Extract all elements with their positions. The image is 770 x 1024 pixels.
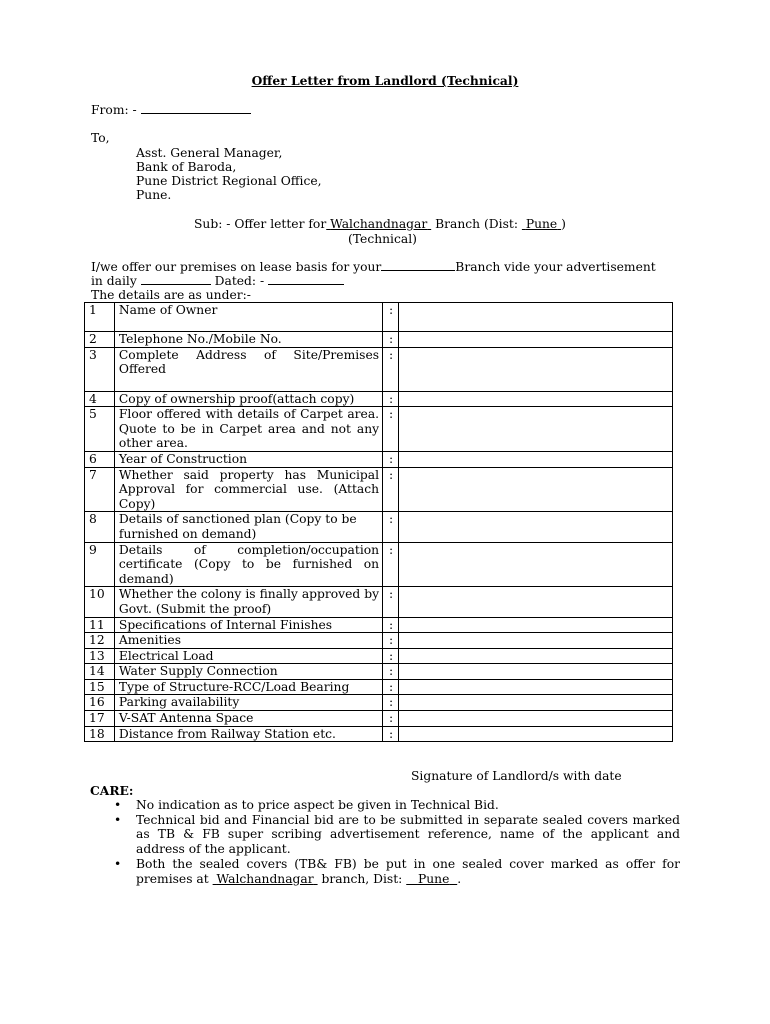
row-number: 17 — [85, 711, 115, 727]
table-row — [85, 542, 673, 587]
intro-line-3: The details are as under:- — [91, 288, 251, 302]
row-colon: : — [383, 542, 399, 587]
row-description: V-SAT Antenna Space — [114, 711, 382, 727]
row-description: Electrical Load — [114, 648, 382, 664]
row-number: 1 — [85, 303, 115, 332]
subject-close: ) — [561, 217, 566, 231]
row-description: Copy of ownership proof(attach copy) — [114, 391, 382, 407]
row-number: 12 — [85, 633, 115, 649]
table-row — [85, 648, 673, 664]
care-list — [90, 798, 680, 886]
row-number: 15 — [85, 679, 115, 695]
row-number: 14 — [85, 664, 115, 680]
table-row — [85, 679, 673, 695]
daily-blank — [141, 274, 211, 285]
row-colon: : — [383, 347, 399, 391]
signature-label: Signature of Landlord/s with date — [411, 769, 622, 783]
intro-line-2 — [91, 274, 344, 288]
subject-district: Pune — [525, 217, 558, 231]
addressee-line: Pune District Regional Office, — [136, 174, 322, 188]
table-row — [85, 617, 673, 633]
to-label: To, — [91, 131, 110, 145]
bullet-icon: • — [114, 812, 122, 827]
list-item — [90, 813, 680, 857]
row-value-cell — [399, 391, 673, 407]
row-description: Parking availability — [114, 695, 382, 711]
branch-blank — [381, 260, 455, 271]
table-row — [85, 633, 673, 649]
row-number: 11 — [85, 617, 115, 633]
row-value-cell — [399, 679, 673, 695]
row-number: 13 — [85, 648, 115, 664]
details-table — [84, 302, 673, 742]
bullet-text: . — [457, 871, 462, 886]
table-row — [85, 664, 673, 680]
row-number: 5 — [85, 407, 115, 452]
row-value-cell — [399, 617, 673, 633]
row-description: Water Supply Connection — [114, 664, 382, 680]
table-row — [85, 587, 673, 617]
bullet-branch: Walchandnagar — [216, 871, 314, 886]
row-description: Details of sanctioned plan (Copy to be furnished on demand) — [114, 512, 382, 542]
addressee-line: Asst. General Manager, — [136, 146, 283, 160]
row-description: Name of Owner — [114, 303, 382, 332]
table-row — [85, 407, 673, 452]
row-description: Year of Construction — [114, 451, 382, 467]
table-row — [85, 711, 673, 727]
row-number: 7 — [85, 467, 115, 512]
row-value-cell — [399, 347, 673, 391]
list-item — [90, 857, 680, 886]
addressee-line: Bank of Baroda, — [136, 160, 237, 174]
bullet-district: Pune — [417, 871, 450, 886]
row-value-cell — [399, 648, 673, 664]
row-description: Distance from Railway Station etc. — [114, 726, 382, 742]
row-colon: : — [383, 648, 399, 664]
row-description: Amenities — [114, 633, 382, 649]
row-number: 2 — [85, 332, 115, 348]
subject-line — [194, 217, 566, 231]
row-number: 16 — [85, 695, 115, 711]
bullet-text: No indication as to price aspect be given in Technical Bid. — [136, 798, 499, 812]
row-value-cell — [399, 332, 673, 348]
table-row — [85, 451, 673, 467]
from-label: From: - — [91, 103, 137, 117]
row-colon: : — [383, 391, 399, 407]
row-colon: : — [383, 633, 399, 649]
document-title: Offer Letter from Landlord (Technical) — [251, 73, 519, 88]
row-description: Telephone No./Mobile No. — [114, 332, 382, 348]
table-row — [85, 695, 673, 711]
row-number: 3 — [85, 347, 115, 391]
row-description: Floor offered with details of Carpet area. Quote to be in Carpet area and not any other area. — [114, 407, 382, 452]
subject-branch: Walchandnagar — [330, 217, 428, 231]
dated-blank — [268, 274, 344, 285]
from-blank — [141, 103, 251, 114]
table-row — [85, 726, 673, 742]
row-value-cell — [399, 587, 673, 617]
row-colon: : — [383, 711, 399, 727]
intro-text: in daily — [91, 274, 137, 288]
intro-text: I/we offer our premises on lease basis for your — [91, 260, 382, 274]
bullet-text: Both the sealed covers (TB& FB) be put in one sealed cover marked as offer for — [136, 856, 680, 871]
bullet-icon: • — [114, 856, 122, 871]
bullet-text: Technical bid and Financial bid are to be submitted in separate sealed covers marked as TB & FB super scribing advertisement reference, name of the applicant and address of the applicant. — [136, 812, 680, 857]
row-number: 18 — [85, 726, 115, 742]
row-colon: : — [383, 407, 399, 452]
subject-prefix: Sub: - Offer letter for — [194, 217, 327, 231]
table-row — [85, 512, 673, 542]
row-colon: : — [383, 617, 399, 633]
list-item — [90, 798, 680, 813]
row-value-cell — [399, 695, 673, 711]
row-description: Type of Structure-RCC/Load Bearing — [114, 679, 382, 695]
row-colon: : — [383, 726, 399, 742]
table-row — [85, 391, 673, 407]
row-colon: : — [383, 451, 399, 467]
row-number: 8 — [85, 512, 115, 542]
table-row — [85, 467, 673, 512]
table-row — [85, 347, 673, 391]
row-description: Whether the colony is finally approved by Govt. (Submit the proof) — [114, 587, 382, 617]
row-colon: : — [383, 695, 399, 711]
subject-branch-suffix: Branch (Dist: — [435, 217, 518, 231]
table-row — [85, 303, 673, 332]
bullet-icon: • — [114, 798, 122, 812]
row-number: 6 — [85, 451, 115, 467]
row-colon: : — [383, 664, 399, 680]
row-number: 4 — [85, 391, 115, 407]
row-value-cell — [399, 711, 673, 727]
row-value-cell — [399, 664, 673, 680]
row-colon: : — [383, 587, 399, 617]
subject-technical: (Technical) — [348, 232, 417, 246]
row-description: Details of completion/occupation certificate (Copy to be furnished on demand) — [114, 542, 382, 587]
row-description: Specifications of Internal Finishes — [114, 617, 382, 633]
row-description: Whether said property has Municipal Approval for commercial use. (Attach Copy) — [114, 467, 382, 512]
row-colon: : — [383, 303, 399, 332]
row-colon: : — [383, 512, 399, 542]
row-description: Complete Address of Site/Premises Offered — [114, 347, 382, 391]
row-number: 10 — [85, 587, 115, 617]
row-value-cell — [399, 303, 673, 332]
bullet-text: branch, Dist: — [321, 871, 403, 886]
row-value-cell — [399, 726, 673, 742]
row-value-cell — [399, 451, 673, 467]
care-heading: CARE: — [90, 783, 134, 798]
row-value-cell — [399, 467, 673, 512]
row-colon: : — [383, 679, 399, 695]
row-colon: : — [383, 332, 399, 348]
bullet-text: premises at — [136, 871, 209, 886]
intro-text: Branch vide your advertisement — [455, 260, 656, 274]
row-value-cell — [399, 542, 673, 587]
intro-text: Dated: - — [214, 274, 265, 288]
row-value-cell — [399, 407, 673, 452]
table-row — [85, 332, 673, 348]
row-value-cell — [399, 512, 673, 542]
intro-line-1 — [91, 260, 656, 274]
from-line — [91, 103, 251, 117]
addressee-line: Pune. — [136, 188, 172, 202]
row-value-cell — [399, 633, 673, 649]
row-colon: : — [383, 467, 399, 512]
row-number: 9 — [85, 542, 115, 587]
